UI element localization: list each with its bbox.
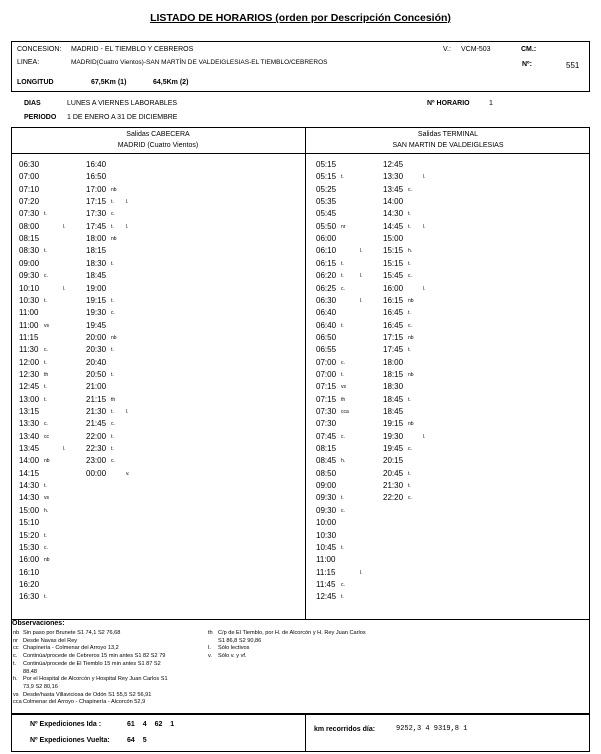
- exp-ida-value: 61 4 62 1: [127, 721, 175, 728]
- departure-time: 06:30: [19, 160, 40, 169]
- departure-time: 16:00: [383, 283, 404, 293]
- departure-time: 11:00: [19, 308, 39, 318]
- departure-time: 06:15: [316, 258, 337, 268]
- departure-time: 13:30: [383, 172, 404, 182]
- departure-time: 14:45: [383, 221, 404, 231]
- observacion-code: nr: [13, 637, 18, 644]
- departure-time: 17:45: [383, 345, 404, 355]
- note-code: t.: [408, 470, 411, 477]
- observacion-code: th: [208, 630, 213, 636]
- departure-time: 07:20: [19, 197, 40, 207]
- v-label: V.:: [443, 46, 451, 53]
- departure-time: 10:10: [19, 283, 40, 293]
- note-code: t.: [408, 310, 411, 317]
- departure-time: 19:15: [86, 295, 107, 305]
- departure-time: 19:00: [86, 283, 107, 293]
- departure-time: 18:00: [86, 234, 107, 244]
- note-code: th: [111, 396, 116, 403]
- observacion-text: C/p de El Tiemblo, por H. de Alcorcón y H. Rey Juan Carlos: [218, 630, 366, 636]
- nhorario-label: Nº HORARIO: [427, 100, 470, 107]
- departure-time: 05:15: [316, 172, 337, 182]
- note-code: nb: [408, 297, 414, 304]
- departure-time: 06:10: [316, 246, 337, 256]
- departure-time: 16:30: [19, 592, 40, 602]
- note-code: nb: [111, 186, 117, 193]
- note-code: cca: [341, 409, 349, 415]
- observacion-code: cc: [13, 645, 19, 652]
- note-code: l.: [63, 285, 66, 292]
- departure-time: 19:45: [383, 444, 404, 454]
- observacion-text: Desde Navas del Rey: [23, 637, 78, 644]
- km-value: 9252,3 4 9319,8 1: [396, 725, 468, 733]
- note-code: l.: [360, 569, 363, 576]
- note-code: t.: [111, 409, 114, 415]
- departure-time: 08:15: [316, 444, 337, 454]
- departure-time: 05:50: [316, 221, 337, 231]
- observacion-text: 88,48: [23, 668, 37, 675]
- departure-time: 10:45: [316, 542, 337, 552]
- observacion-text: S1 86,8 S2 90,86: [218, 637, 262, 644]
- departure-time: 05:15: [316, 160, 337, 169]
- departure-time: 07:10: [19, 184, 40, 194]
- nhorario-value: 1: [489, 100, 493, 107]
- note-code: th: [341, 396, 346, 403]
- departure-time: 20:00: [86, 332, 107, 342]
- departure-time: 21:15: [86, 394, 107, 404]
- note-code: nb: [408, 334, 414, 341]
- departure-time: 06:55: [316, 345, 337, 355]
- note-code: t.: [111, 199, 114, 206]
- departure-time: 08:15: [19, 234, 40, 244]
- note-code: c.: [408, 186, 412, 193]
- departure-time: 05:35: [316, 197, 337, 207]
- note-code: nb: [111, 236, 117, 243]
- observacion-text: Por el Hospital de Alcorcón y Hospital Rey Juan Carlos S1: [23, 676, 168, 683]
- departure-time: 15:20: [19, 530, 40, 540]
- departure-time: 12:00: [19, 357, 40, 367]
- note-code: t.: [44, 384, 47, 391]
- note-code: t.: [44, 532, 47, 539]
- departure-time: 13:30: [19, 419, 40, 429]
- departure-time: 11:00: [19, 320, 39, 330]
- note-code: nb: [408, 421, 414, 428]
- departure-time: 13:40: [19, 431, 40, 441]
- departure-time: 09:00: [316, 481, 337, 491]
- departure-time: 14:00: [19, 456, 40, 466]
- departure-time: 21:00: [86, 382, 107, 392]
- observacion-code: l.: [208, 645, 211, 652]
- note-code: l.: [63, 446, 66, 453]
- departure-time: 05:45: [316, 209, 337, 219]
- cabecera-title: Salidas CABECERA: [126, 131, 190, 138]
- departure-time: 16:45: [383, 308, 404, 318]
- note-code: c.: [111, 310, 115, 317]
- departure-time: 20:50: [86, 369, 107, 379]
- departure-time: 15:00: [383, 234, 404, 244]
- terminal-title: Salidas TERMINAL: [417, 131, 479, 138]
- departure-time: 05:25: [316, 184, 337, 194]
- departure-time: 16:00: [19, 555, 40, 565]
- note-code: l.: [360, 297, 363, 304]
- exp-vuelta-value: 64 5: [127, 737, 147, 744]
- departure-time: 07:15: [316, 394, 337, 404]
- note-code: t.: [341, 594, 344, 601]
- departure-time: 14:15: [19, 468, 40, 478]
- note-code: t.: [341, 371, 344, 378]
- note-code: th: [44, 371, 49, 378]
- note-code: t.: [44, 211, 47, 218]
- departure-time: 06:20: [316, 271, 337, 281]
- note-code: vs: [44, 495, 49, 502]
- departure-time: 16:45: [383, 320, 404, 330]
- note-code: nb: [44, 557, 50, 564]
- cm-label: CM.:: [521, 46, 537, 53]
- departure-time: 17:15: [383, 332, 404, 342]
- note-code: c.: [341, 507, 345, 514]
- note-code: l.: [126, 409, 129, 415]
- departure-time: 00:00: [86, 468, 107, 478]
- note-code: c.: [341, 285, 345, 292]
- note-code: c.: [341, 433, 345, 440]
- departure-time: 09:00: [19, 258, 40, 268]
- observacion-code: h.: [13, 676, 18, 683]
- note-code: h.: [44, 507, 49, 514]
- note-code: t.: [408, 211, 411, 218]
- departure-time: 20:40: [86, 357, 107, 367]
- observacion-text: 73,9 S2 80,16: [23, 683, 58, 690]
- note-code: t.: [111, 297, 114, 304]
- note-code: t.: [111, 260, 114, 267]
- note-code: vs: [44, 322, 49, 329]
- departure-time: 15:10: [19, 518, 40, 528]
- note-code: t.: [341, 544, 344, 551]
- exp-ida-label: Nº Expediciones Ida :: [30, 721, 102, 728]
- note-code: l.: [126, 223, 129, 230]
- note-code: t.: [44, 396, 47, 403]
- note-code: t.: [111, 433, 114, 440]
- departure-time: 21:30: [383, 481, 404, 491]
- departure-time: 06:00: [316, 234, 337, 244]
- departure-time: 10:30: [19, 295, 40, 305]
- note-code: t.: [44, 359, 47, 366]
- note-code: t.: [408, 223, 411, 230]
- departure-time: 08:30: [19, 246, 40, 256]
- note-code: l.: [126, 199, 129, 206]
- departure-time: 08:45: [316, 456, 337, 466]
- departure-time: 06:40: [316, 320, 337, 330]
- departure-time: 18:45: [383, 394, 404, 404]
- departure-time: 11:45: [316, 579, 336, 589]
- note-code: c.: [408, 273, 412, 280]
- observacion-text: Desde/hasta Villaviciosa de Odón S1 55,5 S2 56,91: [23, 691, 152, 698]
- note-code: t.: [44, 297, 47, 304]
- note-code: c.: [111, 421, 115, 428]
- n-label: Nº:: [522, 61, 532, 68]
- departure-time: 13:15: [19, 407, 40, 416]
- departure-time: 19:45: [86, 320, 107, 330]
- departure-time: 15:45: [383, 271, 404, 281]
- departure-time: 17:15: [86, 197, 107, 207]
- departure-time: 23:00: [86, 456, 107, 466]
- departure-time: 19:30: [86, 308, 107, 318]
- concesion-value: MADRID - EL TIEMBLO Y CEBREROS: [71, 46, 194, 53]
- observacion-code: c.: [13, 653, 18, 660]
- departure-time: 20:15: [383, 456, 404, 466]
- n-value: 551: [566, 61, 580, 70]
- departure-time: 19:15: [383, 419, 404, 429]
- note-code: t.: [111, 347, 114, 354]
- departure-time: 14:30: [19, 493, 40, 503]
- departure-time: 15:30: [19, 542, 40, 552]
- note-code: c.: [408, 322, 412, 329]
- departure-time: 07:30: [316, 407, 337, 416]
- observacion-code: vs: [13, 691, 19, 698]
- note-code: t.: [341, 260, 344, 267]
- note-code: nr: [341, 223, 346, 230]
- terminal-subtitle: SAN MARTIN DE VALDEIGLESIAS: [392, 142, 504, 149]
- departure-time: 08:50: [316, 468, 337, 478]
- departure-time: 15:15: [383, 246, 404, 256]
- departure-time: 11:30: [19, 345, 39, 355]
- observacion-text: Continúa/procede de Cebreros 15 min antes S1 82 S2 79: [23, 653, 166, 660]
- note-code: t.: [44, 483, 47, 490]
- note-code: t.: [408, 260, 411, 267]
- departure-time: 07:30: [19, 209, 40, 219]
- departure-time: 16:10: [19, 567, 40, 577]
- departure-time: 18:15: [383, 369, 404, 379]
- departure-time: 06:30: [316, 295, 337, 305]
- departure-time: 22:30: [86, 444, 107, 454]
- note-code: t.: [111, 223, 114, 230]
- observacion-text: Continúa/procede de El Tiemblo 15 min antes S1 87 S2: [23, 660, 161, 667]
- departure-time: 06:40: [316, 308, 337, 318]
- observacion-text: Colmenar del Arroyo - Chapinería - Alcorcón 52,9: [23, 699, 146, 706]
- departure-time: 09:30: [316, 493, 337, 503]
- departure-time: 21:45: [86, 419, 107, 429]
- note-code: c.: [341, 359, 345, 366]
- concesion-label: CONCESION:: [17, 46, 62, 53]
- note-code: nb: [44, 458, 50, 465]
- periodo-label: PERIODO: [24, 114, 57, 121]
- departure-time: 14:00: [383, 197, 404, 207]
- longitud-label: LONGITUD: [17, 79, 54, 86]
- departure-time: 12:45: [316, 592, 337, 602]
- departure-time: 06:25: [316, 283, 337, 293]
- departure-time: 18:30: [383, 382, 404, 392]
- note-code: t.: [44, 594, 47, 601]
- observacion-code: nb: [13, 630, 20, 636]
- departure-time: 17:30: [86, 209, 107, 219]
- departure-time: 13:45: [383, 184, 404, 194]
- note-code: t.: [408, 396, 411, 403]
- cabecera-subtitle: MADRID (Cuatro Vientos): [117, 142, 199, 149]
- km-label: km recorridos día:: [314, 726, 376, 733]
- departure-time: 11:00: [316, 555, 336, 565]
- departure-time: 07:00: [19, 172, 40, 182]
- departure-time: 15:00: [19, 505, 40, 515]
- note-code: l.: [63, 223, 66, 230]
- departure-time: 14:30: [383, 209, 404, 219]
- observacion-text: Sin paso por Brunete S1 74,1 S2 76,68: [23, 630, 121, 636]
- note-code: c.: [44, 273, 48, 280]
- departure-time: 07:30: [316, 419, 337, 429]
- departure-time: 18:00: [383, 357, 404, 367]
- departure-time: 20:30: [86, 345, 107, 355]
- departure-time: 11:15: [19, 332, 39, 342]
- note-code: t.: [341, 273, 344, 280]
- note-code: t.: [111, 371, 114, 378]
- exp-vuelta-label: Nº Expediciones Vuelta:: [30, 737, 110, 744]
- departure-time: 10:00: [316, 518, 337, 528]
- departure-time: 09:30: [316, 505, 337, 515]
- departure-time: 07:15: [316, 382, 337, 392]
- note-code: t.: [111, 446, 114, 453]
- note-code: nb: [408, 371, 414, 378]
- note-code: l.: [423, 223, 426, 230]
- note-code: vs: [341, 384, 346, 391]
- note-code: l.: [423, 174, 426, 181]
- note-code: c.: [44, 544, 48, 551]
- note-code: l.: [360, 248, 363, 255]
- linea-label: LINEA:: [17, 59, 40, 66]
- dias-label: DIAS: [24, 100, 41, 107]
- departure-time: 16:15: [383, 295, 404, 305]
- departure-time: 06:50: [316, 332, 337, 342]
- note-code: nb: [111, 334, 117, 341]
- observacion-code: t.: [13, 660, 17, 667]
- departure-time: 17:00: [86, 184, 107, 194]
- note-code: t.: [341, 322, 344, 329]
- departure-time: 09:30: [19, 271, 40, 281]
- departure-time: 18:45: [86, 271, 107, 281]
- note-code: t.: [341, 495, 344, 502]
- observacion-text: Sólo v. y vf.: [218, 653, 247, 660]
- observacion-code: v.: [208, 653, 212, 660]
- linea-value: MADRID(Cuatro Vientos)-SAN MARTÍN DE VALDEIGLESIAS-EL TIEMBLO/CEBREROS: [71, 59, 328, 66]
- note-code: t.: [44, 248, 47, 255]
- periodo-value: 1 DE ENERO A 31 DE DICIEMBRE: [67, 114, 178, 121]
- observacion-text: Chapinería - Colmenar del Arroyo 13,2: [23, 645, 119, 652]
- note-code: l.: [423, 433, 426, 440]
- note-code: c.: [44, 421, 48, 428]
- longitud-2: 64,5Km (2): [153, 79, 189, 86]
- footer-box: [11, 714, 590, 752]
- departure-time: 18:15: [86, 246, 107, 256]
- departure-time: 12:30: [19, 369, 40, 379]
- departure-time: 20:45: [383, 468, 404, 478]
- longitud-1: 67,5Km (1): [91, 79, 127, 86]
- note-code: c.: [44, 347, 48, 354]
- v-value: VCM-503: [461, 46, 491, 53]
- departure-time: 14:30: [19, 481, 40, 491]
- note-code: t.: [408, 483, 411, 490]
- departure-time: 15:15: [383, 258, 404, 268]
- observacion-text: Sólo lectivos: [218, 645, 250, 652]
- departure-time: 12:45: [383, 160, 404, 169]
- departure-time: 12:45: [19, 382, 40, 392]
- departure-time: 21:30: [86, 407, 107, 416]
- departure-time: 22:00: [86, 431, 107, 441]
- departure-time: 07:00: [316, 357, 337, 367]
- departure-time: 17:45: [86, 221, 107, 231]
- departure-time: 08:00: [19, 221, 40, 231]
- note-code: cc: [44, 433, 49, 440]
- note-code: l.: [423, 285, 426, 292]
- departure-time: 11:15: [316, 567, 336, 577]
- observaciones-title: Observaciones:: [12, 620, 65, 627]
- departure-time: 13:45: [19, 444, 40, 454]
- note-code: c.: [341, 581, 345, 588]
- observacion-code: cca: [13, 699, 22, 706]
- note-code: v.: [126, 470, 130, 477]
- note-code: t.: [341, 174, 344, 181]
- note-code: t.: [408, 347, 411, 354]
- departure-time: 18:45: [383, 407, 404, 416]
- departure-time: 16:50: [86, 172, 107, 182]
- note-code: c.: [408, 446, 412, 453]
- note-code: h.: [341, 458, 346, 465]
- departure-time: 13:00: [19, 394, 40, 404]
- departure-time: 22:20: [383, 493, 404, 503]
- departure-time: 07:45: [316, 431, 337, 441]
- departure-time: 16:20: [19, 579, 40, 589]
- note-code: c.: [408, 495, 412, 502]
- note-code: l.: [360, 273, 363, 280]
- departure-time: 10:30: [316, 530, 337, 540]
- column-divider: [305, 127, 306, 620]
- departure-time: 07:00: [316, 369, 337, 379]
- departure-time: 19:30: [383, 431, 404, 441]
- note-code: h.: [408, 248, 413, 255]
- footer-divider: [305, 714, 306, 752]
- departure-time: 18:30: [86, 258, 107, 268]
- dias-value: LUNES A VIERNES LABORABLES: [67, 100, 178, 107]
- note-code: c.: [111, 458, 115, 465]
- page-title: LISTADO DE HORARIOS (orden por Descripción Concesión): [150, 12, 451, 24]
- header-divider: [11, 153, 590, 154]
- departure-time: 16:40: [86, 160, 107, 169]
- note-code: c.: [111, 211, 115, 218]
